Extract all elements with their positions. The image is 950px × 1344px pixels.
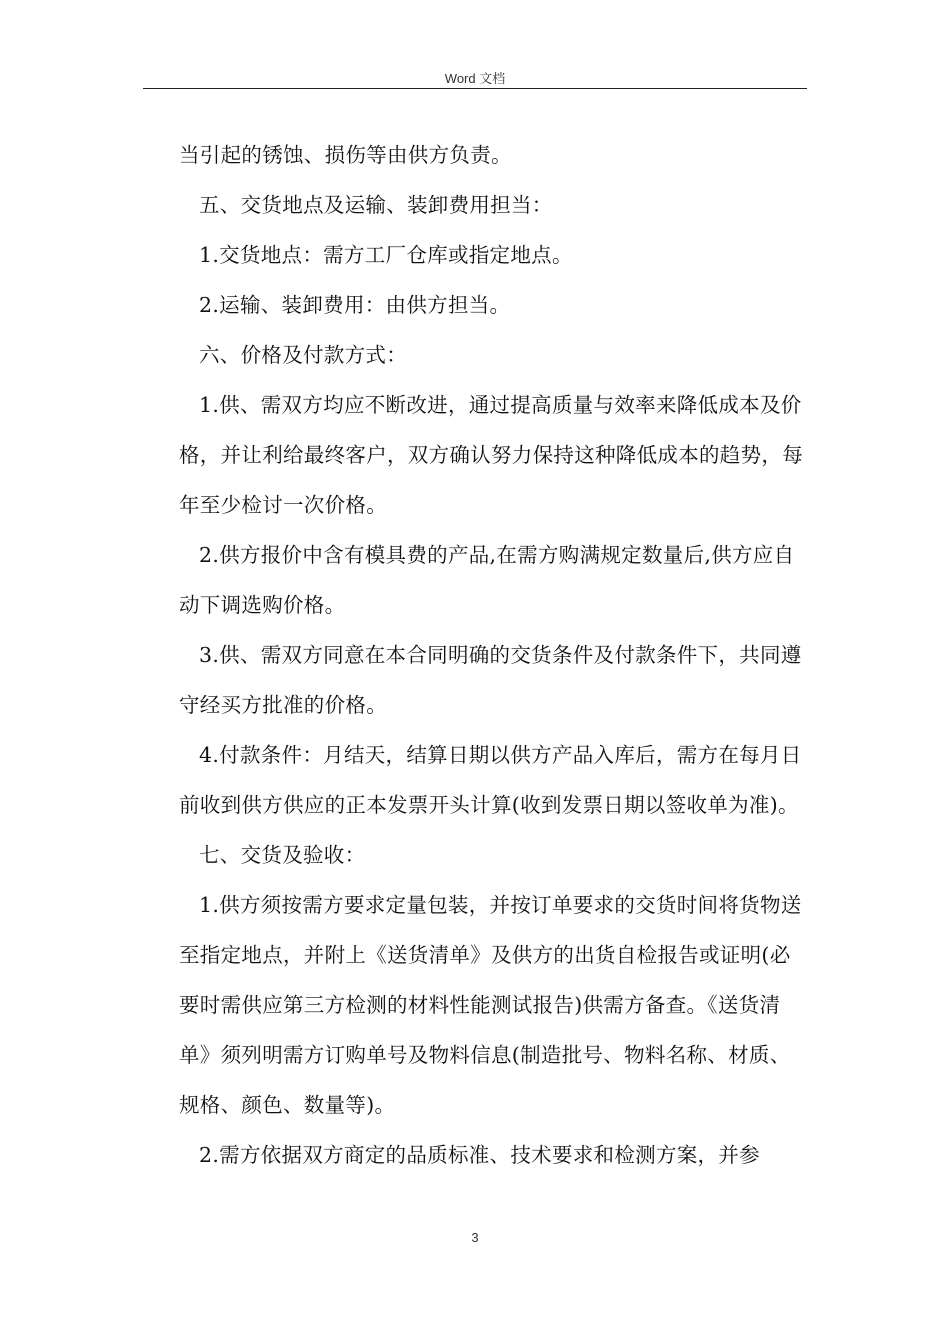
page-header: Word 文档: [444, 71, 506, 86]
paragraph: 2.需方依据双方商定的品质标准、技术要求和检测方案，并参: [199, 1143, 760, 1167]
section-heading: 七、交货及验收：: [199, 843, 366, 867]
paragraph: 1.交货地点：需方工厂仓库或指定地点。: [199, 243, 573, 267]
section-heading: 六、价格及付款方式：: [199, 343, 407, 367]
paragraph: 4.付款条件：月结天，结算日期以供方产品入库后，需方在每月日前收到供方供应的正本发票开头计算(收到发票日期以签收单为准)。: [179, 743, 802, 817]
paragraph: 当引起的锈蚀、损伤等由供方负责。: [179, 143, 512, 167]
section-heading: 五、交货地点及运输、装卸费用担当：: [199, 193, 553, 217]
header-divider: [143, 88, 807, 89]
document-body: [179, 130, 805, 1180]
paragraph: 3.供、需双方同意在本合同明确的交货条件及付款条件下，共同遵守经买方批准的价格。: [179, 643, 802, 717]
paragraph: 1.供、需双方均应不断改进，通过提高质量与效率来降低成本及价格，并让利给最终客户，双方确认努力保持这种降低成本的趋势，每年至少检讨一次价格。: [179, 393, 803, 517]
paragraph: 2.供方报价中含有模具费的产品,在需方购满规定数量后,供方应自动下调选购价格。: [179, 543, 795, 617]
paragraph: 2.运输、装卸费用：由供方担当。: [199, 293, 511, 317]
paragraph: 1.供方须按需方要求定量包装，并按订单要求的交货时间将货物送至指定地点，并附上《送货清单》及供方的出货自检报告或证明(必要时需供应第三方检测的材料性能测试报告)供需方备查。《送货清单》须列明需方订购单号及物料信息(制造批号、物料名称、材质、规格、颜色、数量等)。: [179, 893, 802, 1117]
page-number: 3: [471, 1230, 479, 1245]
